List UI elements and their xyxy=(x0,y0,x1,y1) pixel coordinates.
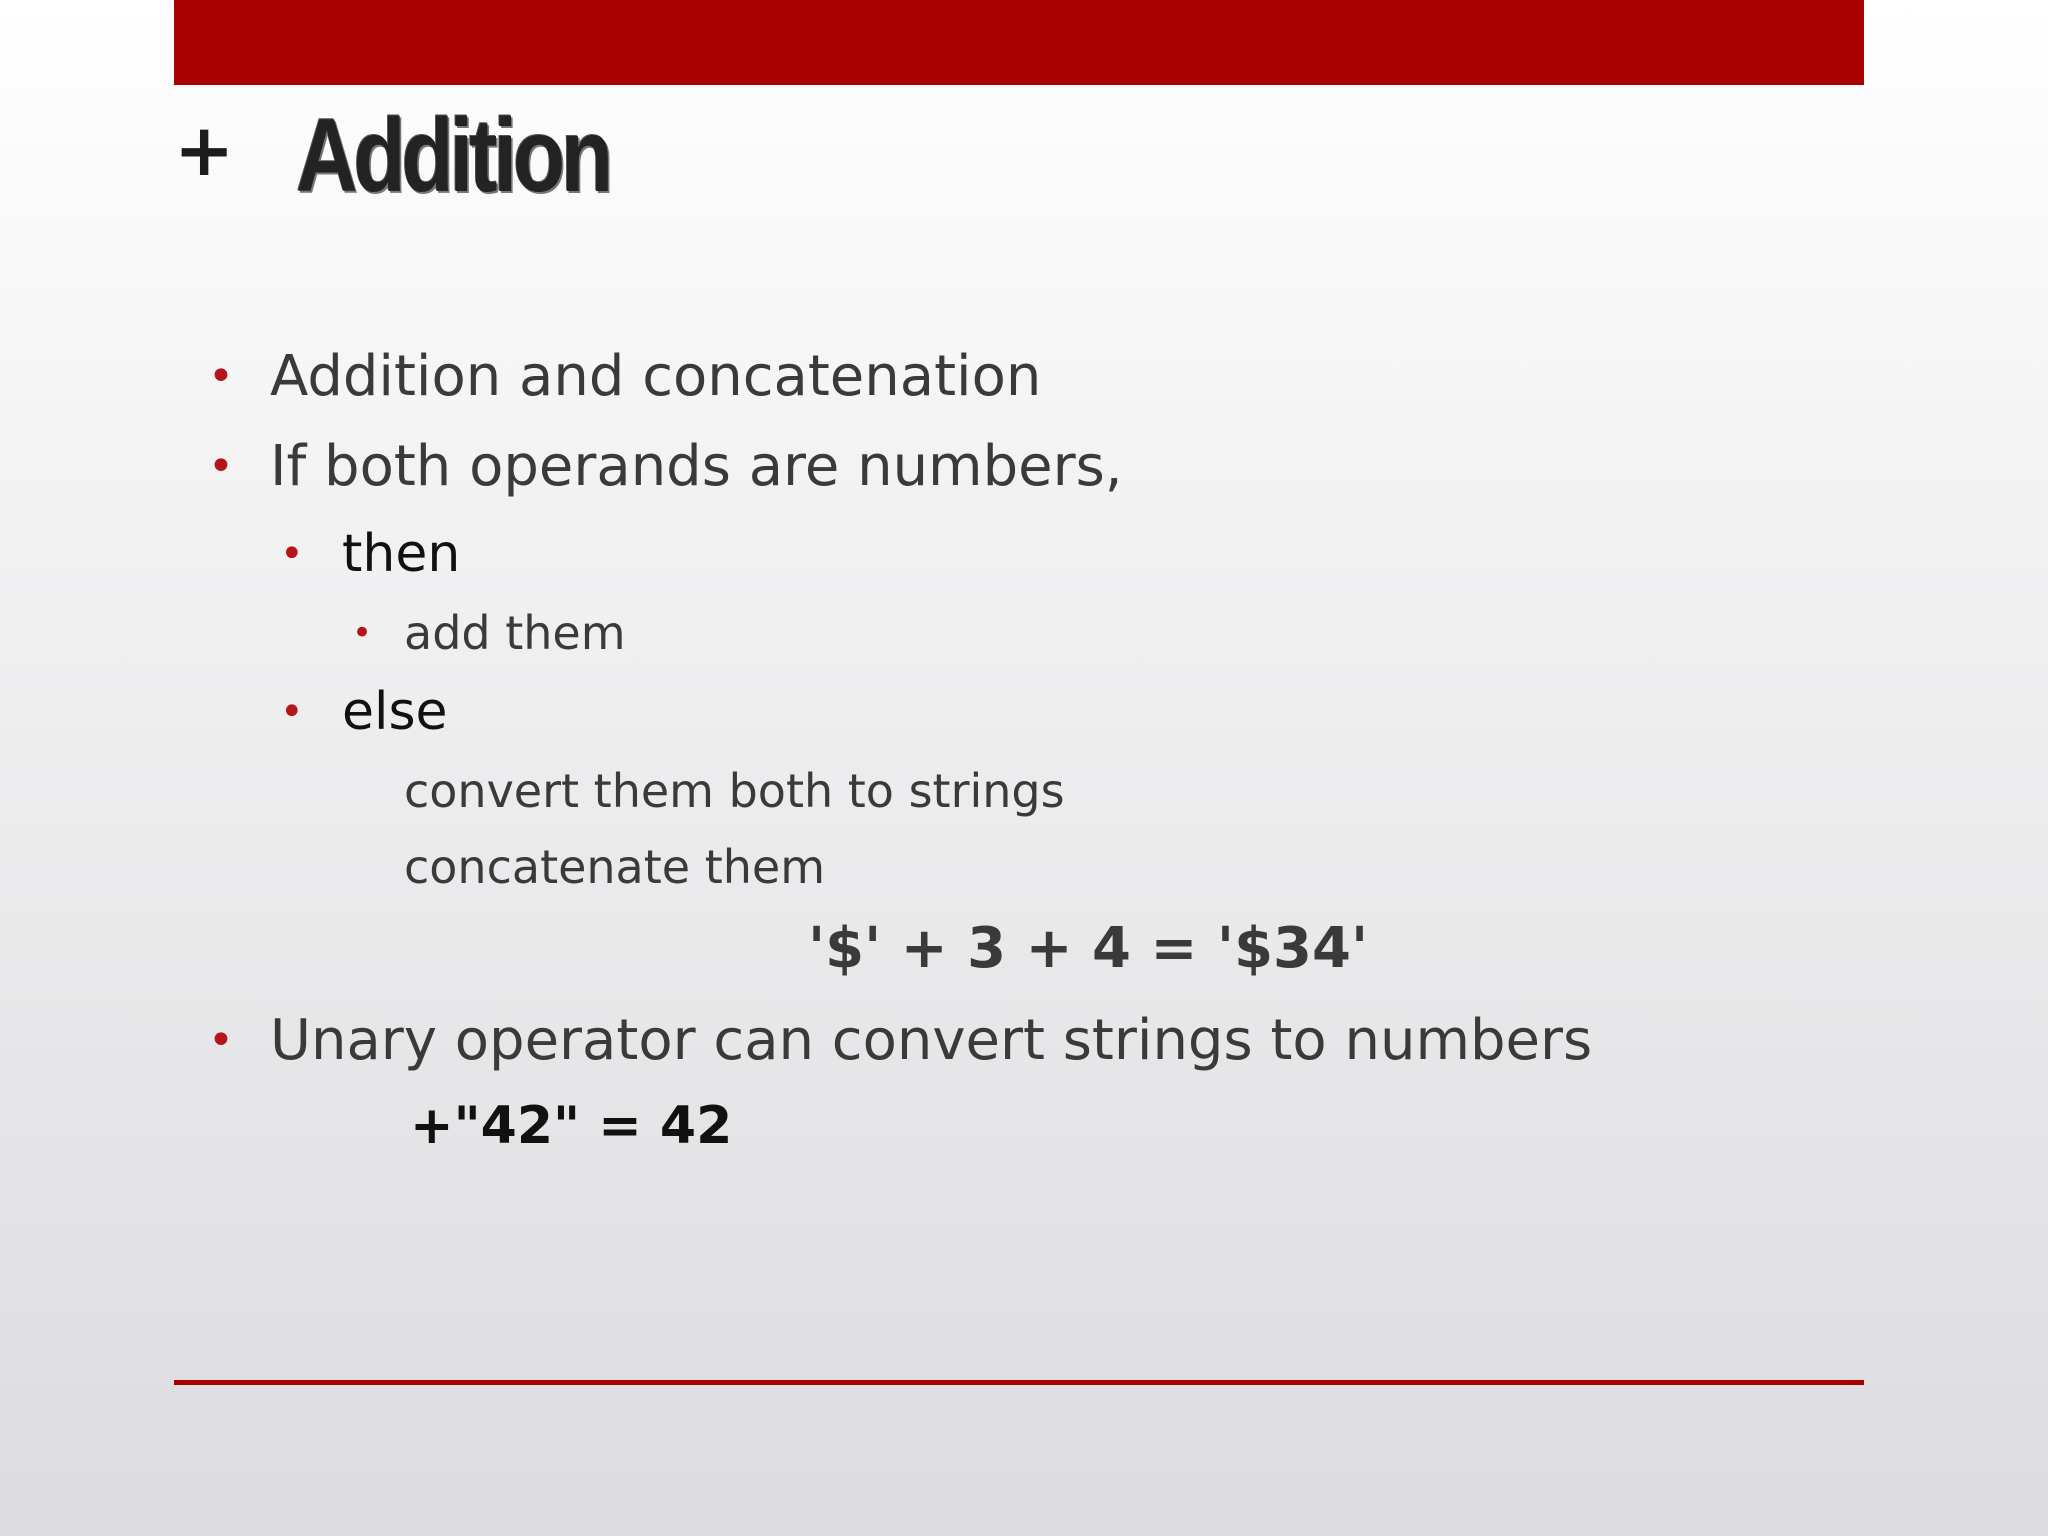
bullet-both-operands-numbers: If both operands are numbers, xyxy=(270,434,1123,499)
slide-title-row xyxy=(174,96,1174,216)
bullet-dot: • xyxy=(280,531,304,577)
bullet-then: then xyxy=(342,524,461,584)
slide-title: Addition xyxy=(296,98,609,214)
bullet-dot: • xyxy=(208,1015,234,1066)
header-accent-bar xyxy=(174,0,1864,85)
title-plus-symbol: + xyxy=(174,108,235,192)
bullet-unary-operator: Unary operator can convert strings to numbers xyxy=(270,1008,1593,1073)
bullet-addition-concatenation: Addition and concatenation xyxy=(270,344,1042,409)
bullet-dot: • xyxy=(208,351,234,402)
bullet-else: else xyxy=(342,682,448,742)
example-concatenation: '$' + 3 + 4 = '$34' xyxy=(808,916,1369,981)
bullet-dot: • xyxy=(208,441,234,492)
text-convert-to-strings: convert them both to strings xyxy=(404,764,1065,818)
bullet-dot: • xyxy=(280,689,304,735)
text-concatenate-them: concatenate them xyxy=(404,840,826,894)
example-unary: +"42" = 42 xyxy=(410,1096,733,1156)
bullet-add-them: add them xyxy=(404,606,626,660)
footer-divider xyxy=(174,1380,1864,1385)
bullet-dot: • xyxy=(352,613,373,653)
